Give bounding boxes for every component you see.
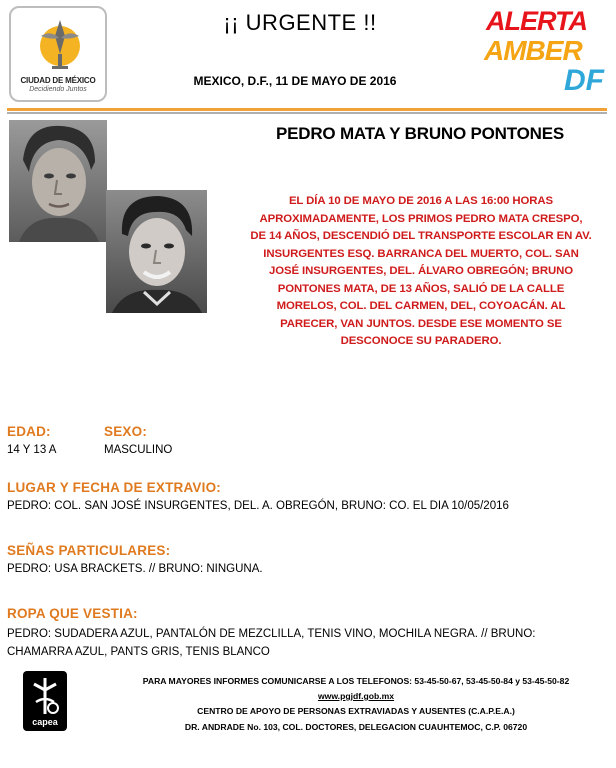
urgent-heading: ¡¡ URGENTE !! [223,10,377,35]
capea-logo [22,670,68,732]
amber-alert-logo [480,4,610,104]
header-divider-orange [7,108,607,111]
story-line: DESCONOCE SU PARADERO. [340,335,502,347]
clothes-label: ROPA QUE VESTIA: [7,606,138,621]
contact-info: PARA MAYORES INFORMES COMUNICARSE A LOS TELEFONOS: 53-45-50-67, 53-45-50-84 y 53-45-50-82 [142,676,570,686]
logo-slogan: Decidiendo Juntos [29,86,87,93]
story-line: JOSÉ INSURGENTES, DEL. ÁLVARO OBREGÓN; BRUNO [268,265,573,277]
cdmx-logo [9,6,107,102]
incident-description [222,193,616,351]
website-line [96,691,616,701]
header-divider-gray [7,112,607,114]
marks-label: SEÑAS PARTICULARES: [7,543,171,558]
capea-label: capea [32,717,58,727]
age-label: EDAD: [7,424,51,439]
center-address: DR. ANDRADE No. 103, COL. DOCTORES, DELEGACION CUAUHTEMOC, C.P. 06720 [184,722,528,732]
story-line: EL DÍA 10 DE MAYO DE 2016 A LAS 16:00 HORAS [288,195,554,207]
amber-logo-line2: AMBER [484,35,582,66]
amber-logo-line1: ALERTA [486,6,587,36]
story-line: INSURGENTES ESQ. BARRANCA DEL MUERTO, COL. SAN [263,247,579,260]
amber-logo-line3: DF [564,64,604,97]
logo-name: CIUDAD DE MÉXICO [20,76,96,85]
dateline: MEXICO, D.F., 11 DE MAYO DE 2016 [193,74,397,88]
website-link[interactable]: www.pgjdf.gob.mx [317,691,395,701]
center-name: CENTRO DE APOYO DE PERSONAS EXTRAVIADAS Y AUSENTES (C.A.P.E.A.) [197,706,515,716]
clothes-value-line1: PEDRO: SUDADERA AZUL, PANTALÓN DE MEZCLILLA, TENIS VINO, MOCHILA NEGRA. // BRUNO: [7,628,536,640]
story-line: APROXIMADAMENTE, LOS PRIMOS PEDRO MATA CRESPO, [259,212,583,225]
place-date-value: PEDRO: COL. SAN JOSÉ INSURGENTES, DEL. A. OBREGÓN, BRUNO: CO. EL DIA 10/05/2016 [7,500,509,512]
story-line: MORELOS, COL. DEL CARMEN, DEL, COYOACÁN. AL [276,300,566,312]
clothes-value-line2: CHAMARRA AZUL, PANTS GRIS, TENIS BLANCO [7,646,270,658]
photo-bruno [106,190,207,313]
marks-value: PEDRO: USA BRACKETS. // BRUNO: NINGUNA. [7,563,263,575]
sex-label: SEXO: [104,424,148,439]
missing-names-title: PEDRO MATA Y BRUNO PONTONES [275,124,565,143]
photo-pedro [9,120,107,242]
angel-emblem-icon [11,8,109,76]
story-line: PONTONES MATA, DE 13 AÑOS, SALIÓ DE LA CALLE [277,282,565,295]
place-date-label: LUGAR Y FECHA DE EXTRAVIO: [7,480,221,495]
story-line: DE 14 AÑOS, DESCENDIÓ DEL TRANSPORTE ESCOLAR EN AV. [250,230,592,242]
sex-value: MASCULINO [104,444,173,456]
story-line: PARECER, VAN JUNTOS. DESDE ESE MOMENTO SE [280,317,562,330]
age-value: 14 Y 13 A [7,444,57,456]
